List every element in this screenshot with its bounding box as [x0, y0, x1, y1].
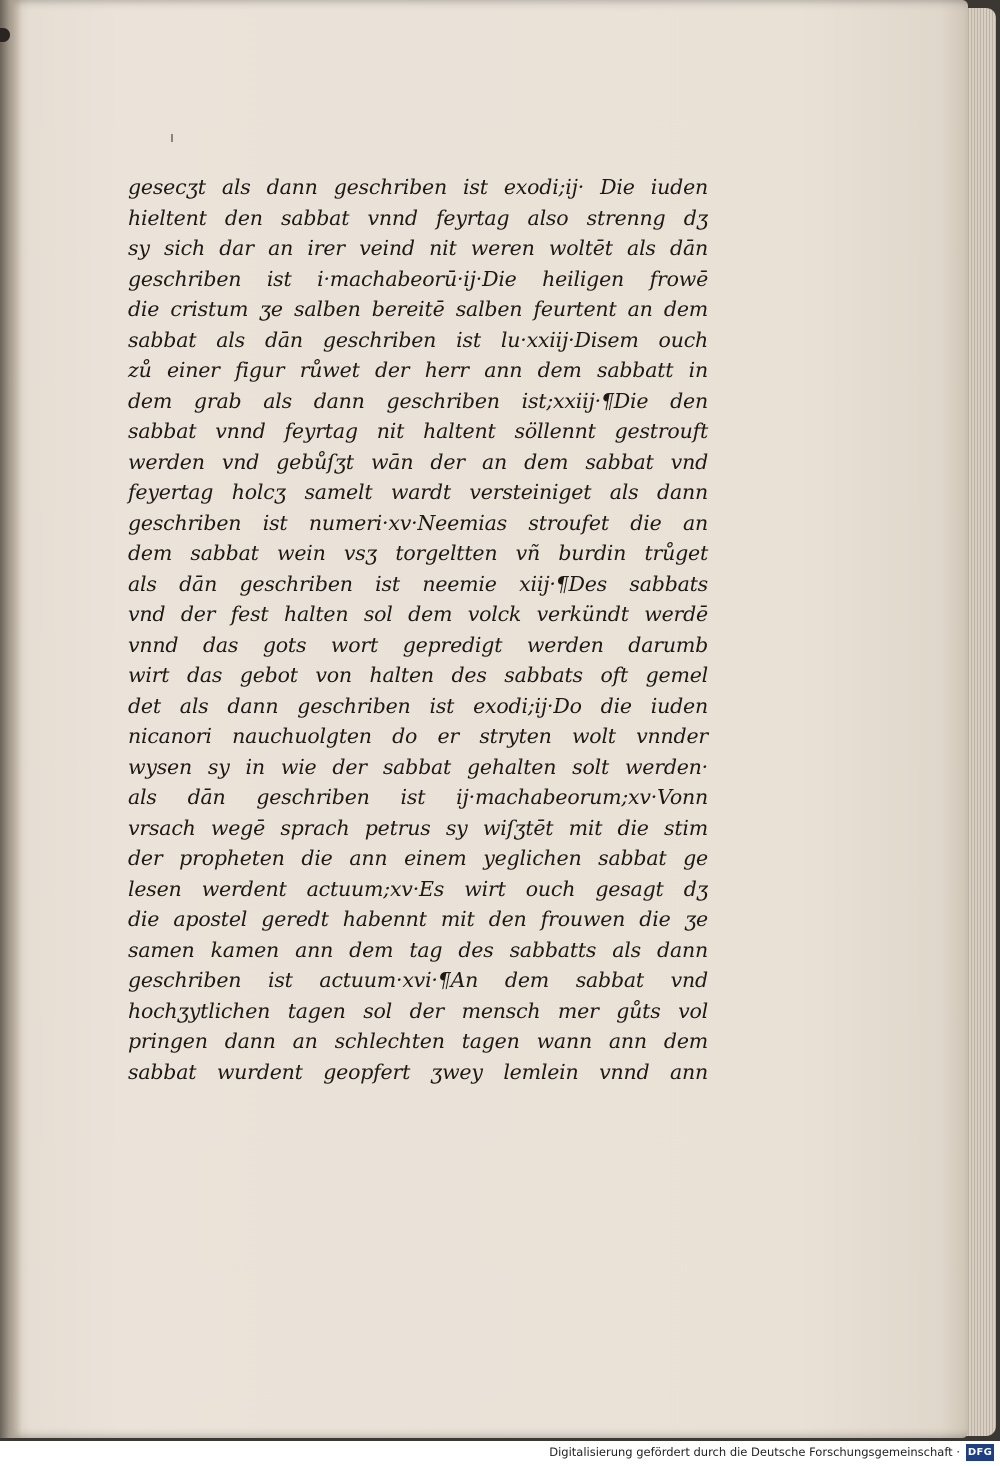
text-line: wirt das gebot von halten des sabbats oft gemel [128, 663, 708, 687]
text-line: geschriben ist numeri·xv·Neemias stroufet die an [128, 510, 708, 535]
text-line: vrsach wegē sprach petrus sy wiſʒtēt mit die stim [128, 815, 708, 840]
text-line: hochʒytlichen tagen sol der mensch mer gůts vol [128, 998, 708, 1023]
text-line: sabbat wurdent geopfert ʒwey lemlein vnnd ann [128, 1059, 708, 1084]
text-line: dem grab als dann geschriben ist;xxiij·¶Die den [128, 388, 708, 413]
text-line: wysen sy in wie der sabbat gehalten solt werden· [128, 754, 708, 779]
text-line: gesecʒt als dann geschriben ist exodi;ij· Die iuden [128, 175, 708, 199]
text-line: dem sabbat wein vsʒ torgeltten vñ burdin trůget [128, 541, 708, 565]
text-line: geschriben ist i·machabeorū·ij·Die heiligen frowē [128, 266, 708, 291]
text-line: samen kamen ann dem tag des sabbatts als dann [128, 937, 708, 962]
text-line: lesen werdent actuum;xv·Es wirt ouch gesagt dʒ [128, 876, 708, 901]
binding-gutter [0, 0, 22, 1438]
text-line: die apostel geredt habennt mit den frouwen die ʒe [128, 907, 708, 931]
text-line: nicanori nauchuolgten do er stryten wolt vnnder [128, 724, 708, 748]
text-line: werden vnd gebůſʒt wān der an dem sabbat vnd [128, 449, 708, 474]
dfg-logo[interactable]: DFG [966, 1444, 994, 1461]
text-line: feyertag holcʒ samelt wardt versteiniget als dann [128, 480, 708, 504]
text-line: als dān geschriben ist neemie xiij·¶Des sabbats [128, 571, 708, 596]
funding-credit: Digitalisierung gefördert durch die Deutsche Forschungsgemeinschaft · [549, 1445, 960, 1459]
text-line: vnd der fest halten sol dem volck verkündt werdē [128, 602, 708, 626]
text-line: sabbat als dān geschriben ist lu·xxiij·Disem ouch [128, 327, 708, 352]
text-line: hieltent den sabbat vnnd feyrtag also strenng dʒ [128, 205, 708, 230]
text-line: vnnd das gots wort gepredigt werden darumb [128, 632, 708, 657]
text-line: sabbat vnnd feyrtag nit haltent söllennt gestrouft [128, 419, 708, 443]
text-line: sy sich dar an irer veind nit weren woltēt als dān [128, 236, 708, 260]
text-line: als dān geschriben ist ij·machabeorum;xv·Vonn [128, 785, 708, 809]
text-line: zů einer figur růwet der herr ann dem sabbatt in [128, 358, 708, 382]
text-line: geschriben ist actuum·xvi·¶An dem sabbat vnd [128, 968, 708, 992]
text-line: die cristum ʒe salben bereitē salben feurtent an dem [128, 297, 708, 321]
text-block [128, 172, 708, 1087]
footer-bar [0, 1441, 1000, 1466]
text-line: det als dann geschriben ist exodi;ij·Do die iuden [128, 693, 708, 718]
page-edges [966, 8, 996, 1436]
text-line: pringen dann an schlechten tagen wann ann dem [128, 1029, 708, 1053]
fold-mark [171, 134, 173, 142]
text-line: der propheten die ann einem yeglichen sabbat ge [128, 846, 708, 870]
